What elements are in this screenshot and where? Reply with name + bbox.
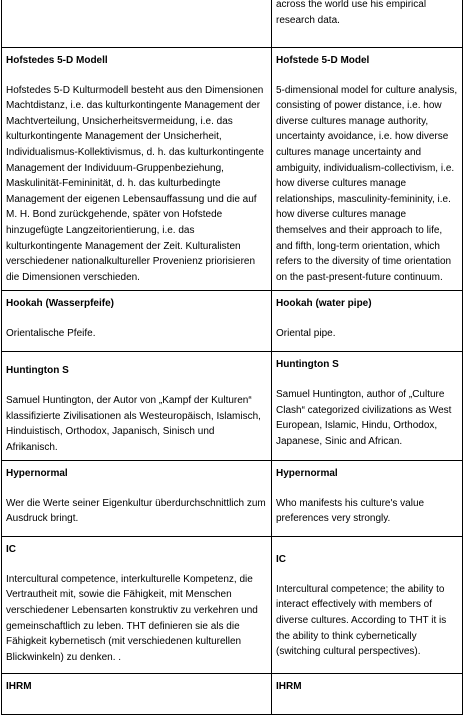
- de-definition: Samuel Huntington, der Autor von „Kampf der Kulturen“ klassifizierte Zivilisationen als Westeuropäisch, Islamisch, Hinduistisch, Orthodox, Japanisch, Sinisch und Afrikanisch.: [6, 394, 261, 453]
- en-cell: [272, 291, 463, 352]
- en-term: Huntington S: [276, 359, 339, 371]
- continuation-de-cell: [2, 0, 272, 48]
- en-definition: Who manifests his culture's value preferences very strongly.: [276, 497, 425, 525]
- continuation-en-text: across the world use his empirical research data.: [276, 0, 427, 26]
- de-definition: Intercultural competence, interkulturelle Kompetenz, die Vertrautheit mit, sowie die Fähigkeit, mit Menschen verschiedener Lebensarten konstruktiv zu verkehren und gemeinschaftlich zu leben. THT definieren sie als die Fähigkeit kybernetisch (mit verschiedenen kulturellen Blickwinkeln) zu denken. .: [6, 573, 258, 663]
- en-cell: [272, 461, 463, 537]
- table-row: [2, 537, 463, 674]
- table-row: [2, 352, 463, 461]
- de-term: Hypernormal: [6, 468, 68, 480]
- de-term: Hookah (Wasserpfeife): [6, 298, 114, 310]
- de-term: Huntington S: [6, 365, 69, 377]
- en-term: Hookah (water pipe): [276, 298, 372, 310]
- en-cell: [272, 674, 463, 715]
- en-definition: Samuel Huntington, author of „Culture Clash“ categorized civilizations as West European, Islamic, Hindu, Orthodox, Japanese, Sinic and African.: [276, 388, 452, 447]
- en-term: Hofstede 5-D Model: [276, 55, 370, 66]
- en-term: Hypernormal: [276, 468, 338, 480]
- de-term: IC: [6, 544, 16, 556]
- table-row: [2, 674, 463, 715]
- en-definition: Oriental pipe.: [276, 327, 336, 339]
- de-cell: [2, 537, 272, 674]
- continuation-en-cell: [272, 0, 463, 48]
- en-term: IHRM: [276, 681, 302, 693]
- en-cell: [272, 537, 463, 674]
- de-term: IHRM: [6, 681, 32, 693]
- de-cell: [2, 291, 272, 352]
- de-cell: [2, 674, 272, 715]
- glossary-table: [1, 0, 463, 715]
- en-cell: [272, 352, 463, 461]
- de-cell: [2, 461, 272, 537]
- de-cell: [2, 352, 272, 461]
- en-cell: [272, 48, 463, 291]
- de-cell: [2, 48, 272, 291]
- en-term: IC: [276, 554, 286, 566]
- table-row: [2, 291, 463, 352]
- de-definition: Hofstedes 5-D Kulturmodell besteht aus den Dimensionen Machtdistanz, i.e. das kulturkontingente Management der Machtverteilung, Unsicherheitsvermeidung, i.e. das kulturkontingente Management der Unsicherheit, Individualismus-Kollektivismus, d. h. das kulturkontingente Management der Individuum-Gruppenbeziehung, Maskulinität-Femininität, d. h. das kulturbedingte Management der eigenen Lebensauffassung und die auf M. H. Bond zurückgehende, später von Hofstede hinzugefügte Langzeitorientierung, i.e. das kulturkontingente Management der Zeit. Kulturalisten verschiedener nationalkultureller Provenienz priorisieren die Dimensionen verschieden.: [6, 84, 264, 283]
- en-definition: 5-dimensional model for culture analysis, consisting of power distance, i.e. how diverse cultures manage authority, uncertainty avoidance, i.e. how diverse cultures manage uncertainty and ambiguity, individualism-collectivism, i.e. how diverse cultures manage relationships, masculinity-femininity, i.e. how diverse cultures manage themselves and their approach to life, and fifth, long-term orientation, which refers to the diversity of time orientation on the past-present-future continuum.: [276, 84, 458, 283]
- de-definition: Wer die Werte seiner Eigenkultur überdurchschnittlich zum Ausdruck bringt.: [6, 497, 266, 525]
- en-definition: Intercultural competence; the ability to interact effectively with members of diverse cultures. According to THT it is the ability to think cybernetically (switching cultural perspectives).: [276, 583, 447, 658]
- de-definition: Orientalische Pfeife.: [6, 327, 96, 339]
- de-term: Hofstedes 5-D Modell: [6, 55, 108, 66]
- table-row: [2, 48, 463, 291]
- table-row: [2, 461, 463, 537]
- table-row: [2, 0, 463, 48]
